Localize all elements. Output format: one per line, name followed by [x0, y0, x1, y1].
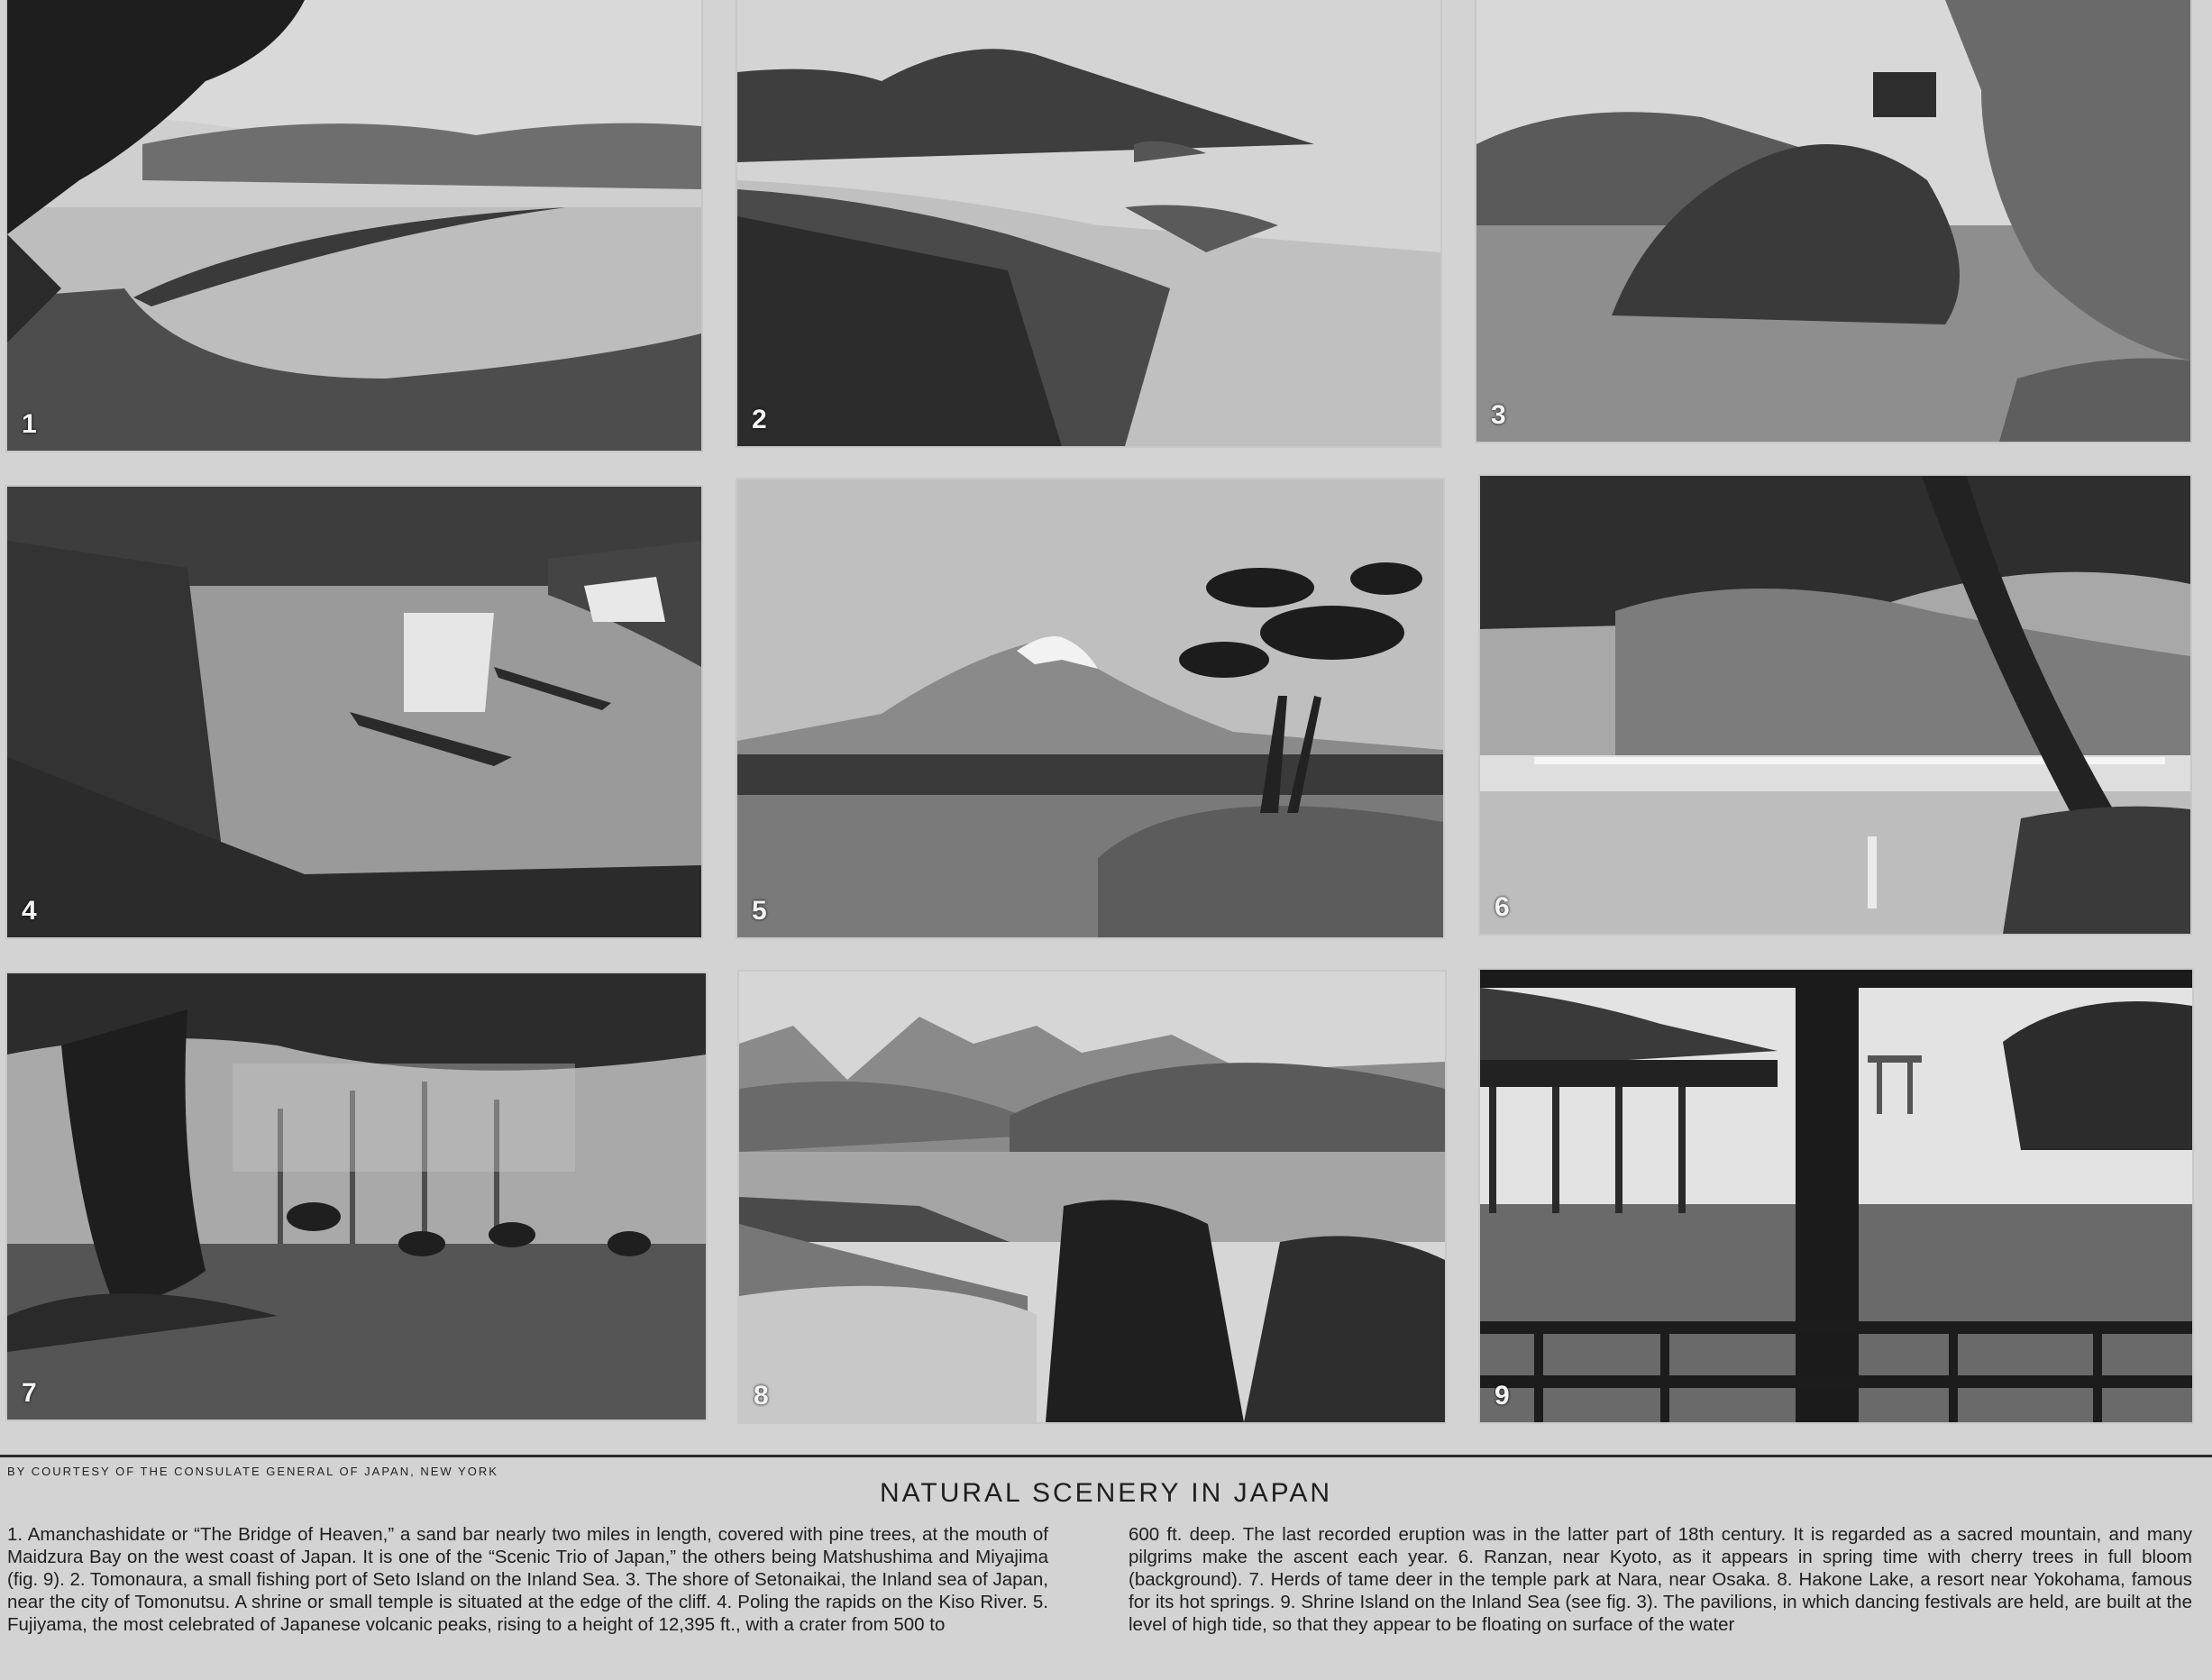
photo-4-number: 4: [22, 896, 37, 926]
photo-6-image: [1480, 476, 2190, 934]
photo-1-image: [7, 0, 701, 451]
photo-6-number: 6: [1494, 892, 1510, 922]
photo-3-image: [1476, 0, 2190, 442]
photo-9-number: 9: [1494, 1381, 1510, 1411]
photo-7: [7, 973, 706, 1420]
photo-2-number: 2: [752, 405, 767, 434]
photo-8: [739, 972, 1445, 1422]
photo-7-image: [7, 973, 706, 1420]
photo-3-number: 3: [1491, 400, 1506, 430]
photo-8-image: [739, 972, 1445, 1422]
photo-5: [737, 479, 1443, 937]
photo-credit: BY COURTESY OF THE CONSULATE GENERAL OF JAPAN, NEW YORK: [7, 1465, 498, 1478]
caption-left-column: 1. Amanchashidate or “The Bridge of Heaven,” a sand bar nearly two miles in length, covered with pine trees, at the mouth of Maidzura Bay on the west coast of Japan. It is one of the “Scenic Trio of Japan,” the others being Matshushima and Miyajima (fig. 9). 2. Tomonaura, a small fishing port of Seto Island on the Inland Sea. 3. The shore of Setonaikai, the Inland sea of Japan, near the city of Tomonutsu. A shrine or small temple is situated at the edge of the cliff. 4. Poling the rapids on the Kiso River. 5. Fujiyama, the most celebrated of Japanese volcanic peaks, rising to a height of 12,395 ft., with a crater from 500 to: [7, 1524, 1048, 1635]
photo-9-image: [1480, 970, 2192, 1422]
photo-4: [7, 487, 701, 937]
photo-7-number: 7: [22, 1378, 37, 1408]
photo-9: [1480, 970, 2192, 1422]
photo-3: [1476, 0, 2190, 442]
photo-2-image: [737, 0, 1440, 446]
photo-8-number: 8: [754, 1381, 769, 1411]
caption-right-column: 600 ft. deep. The last recorded eruption was in the latter part of 18th century. It is regarded as a sacred mountain, and many pilgrims make the ascent each year. 6. Ranzan, near Kyoto, as it appears in spring time with cherry trees in full bloom (background). 7. Herds of tame deer in the temple park at Nara, near Osaka. 8. Hakone Lake, a resort near Yokohama, famous for its hot springs. 9. Shrine Island on the Inland Sea (see fig. 3). The pavilions, in which dancing festivals are held, are built at the level of high tide, so that they appear to be floating on surface of the water: [1129, 1524, 2192, 1635]
photo-5-number: 5: [752, 896, 767, 926]
photo-4-image: [7, 487, 701, 937]
photo-5-image: [737, 479, 1443, 937]
photo-1-number: 1: [22, 409, 37, 439]
photo-1: [7, 0, 701, 451]
page-title: NATURAL SCENERY IN JAPAN: [879, 1478, 1333, 1508]
divider-rule: [0, 1455, 2212, 1457]
photo-6: [1480, 476, 2190, 934]
photo-2: [737, 0, 1440, 446]
